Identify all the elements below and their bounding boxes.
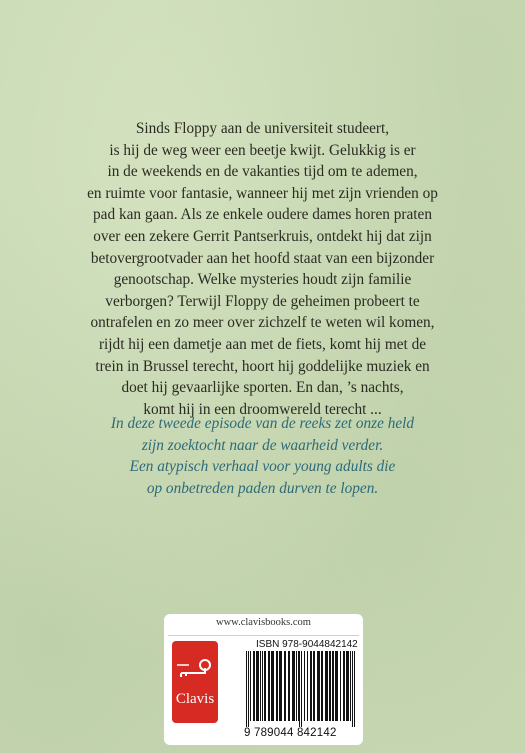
blurb-line: genootschap. Welke mysteries houdt zijn familie — [113, 271, 412, 289]
blurb-line: doet hij gevaarlijke sporten. En dan, ’s nachts, — [121, 379, 404, 397]
barcode — [246, 651, 356, 727]
blurb-line: is hij de weg weer een beetje kwijt. Gelukkig is er — [109, 141, 416, 159]
blurb-line: pad kan gaan. Als ze enkele oudere dames horen praten — [93, 206, 432, 224]
website-url[interactable]: www.clavisbooks.com — [216, 617, 311, 628]
tagline-line: Een atypisch verhaal voor young adults die — [129, 458, 396, 476]
tagline-line: zijn zoektocht naar de waarheid verder. — [141, 436, 384, 454]
barcode-digits: 9 789044 842142 — [244, 727, 337, 739]
tagline-line: In deze tweede episode van de reeks zet onze held — [110, 415, 415, 432]
blurb-line: en ruimte voor fantasie, wanneer hij met zijn vrienden op — [87, 184, 438, 202]
publisher-label-box — [164, 614, 363, 745]
blurb-line: betovergrootvader aan het hoofd staat van een bijzonder — [90, 249, 435, 267]
isbn-number: ISBN 978-9044842142 — [256, 639, 358, 650]
tagline-paragraph — [60, 413, 465, 499]
blurb-line: ontrafelen en zo meer over zichzelf te weten wil komen, — [90, 314, 435, 332]
blurb-line: in de weekends en de vakanties tijd om te ademen, — [107, 163, 418, 181]
blurb-line: over een zekere Gerrit Pantserkruis, ontdekt hij dat zijn — [93, 227, 432, 245]
tagline-line: op onbetreden paden durven te lopen. — [146, 479, 379, 497]
publisher-logo — [172, 641, 218, 723]
blurb-line: komt hij in een droomwereld terecht ... — [143, 400, 382, 418]
blurb-paragraph — [60, 118, 465, 420]
blurb-line: verborgen? Terwijl Floppy de geheimen probeert te — [105, 292, 420, 310]
key-icon — [175, 657, 215, 679]
divider — [168, 635, 359, 636]
blurb-line: rijdt hij een dametje aan met de fiets, komt hij met de — [98, 335, 427, 353]
publisher-name: Clavis — [175, 691, 215, 707]
blurb-line: trein in Brussel terecht, hoort hij goddelijke muziek en — [95, 357, 430, 375]
blurb-line: Sinds Floppy aan de universiteit studeert, — [135, 120, 390, 137]
